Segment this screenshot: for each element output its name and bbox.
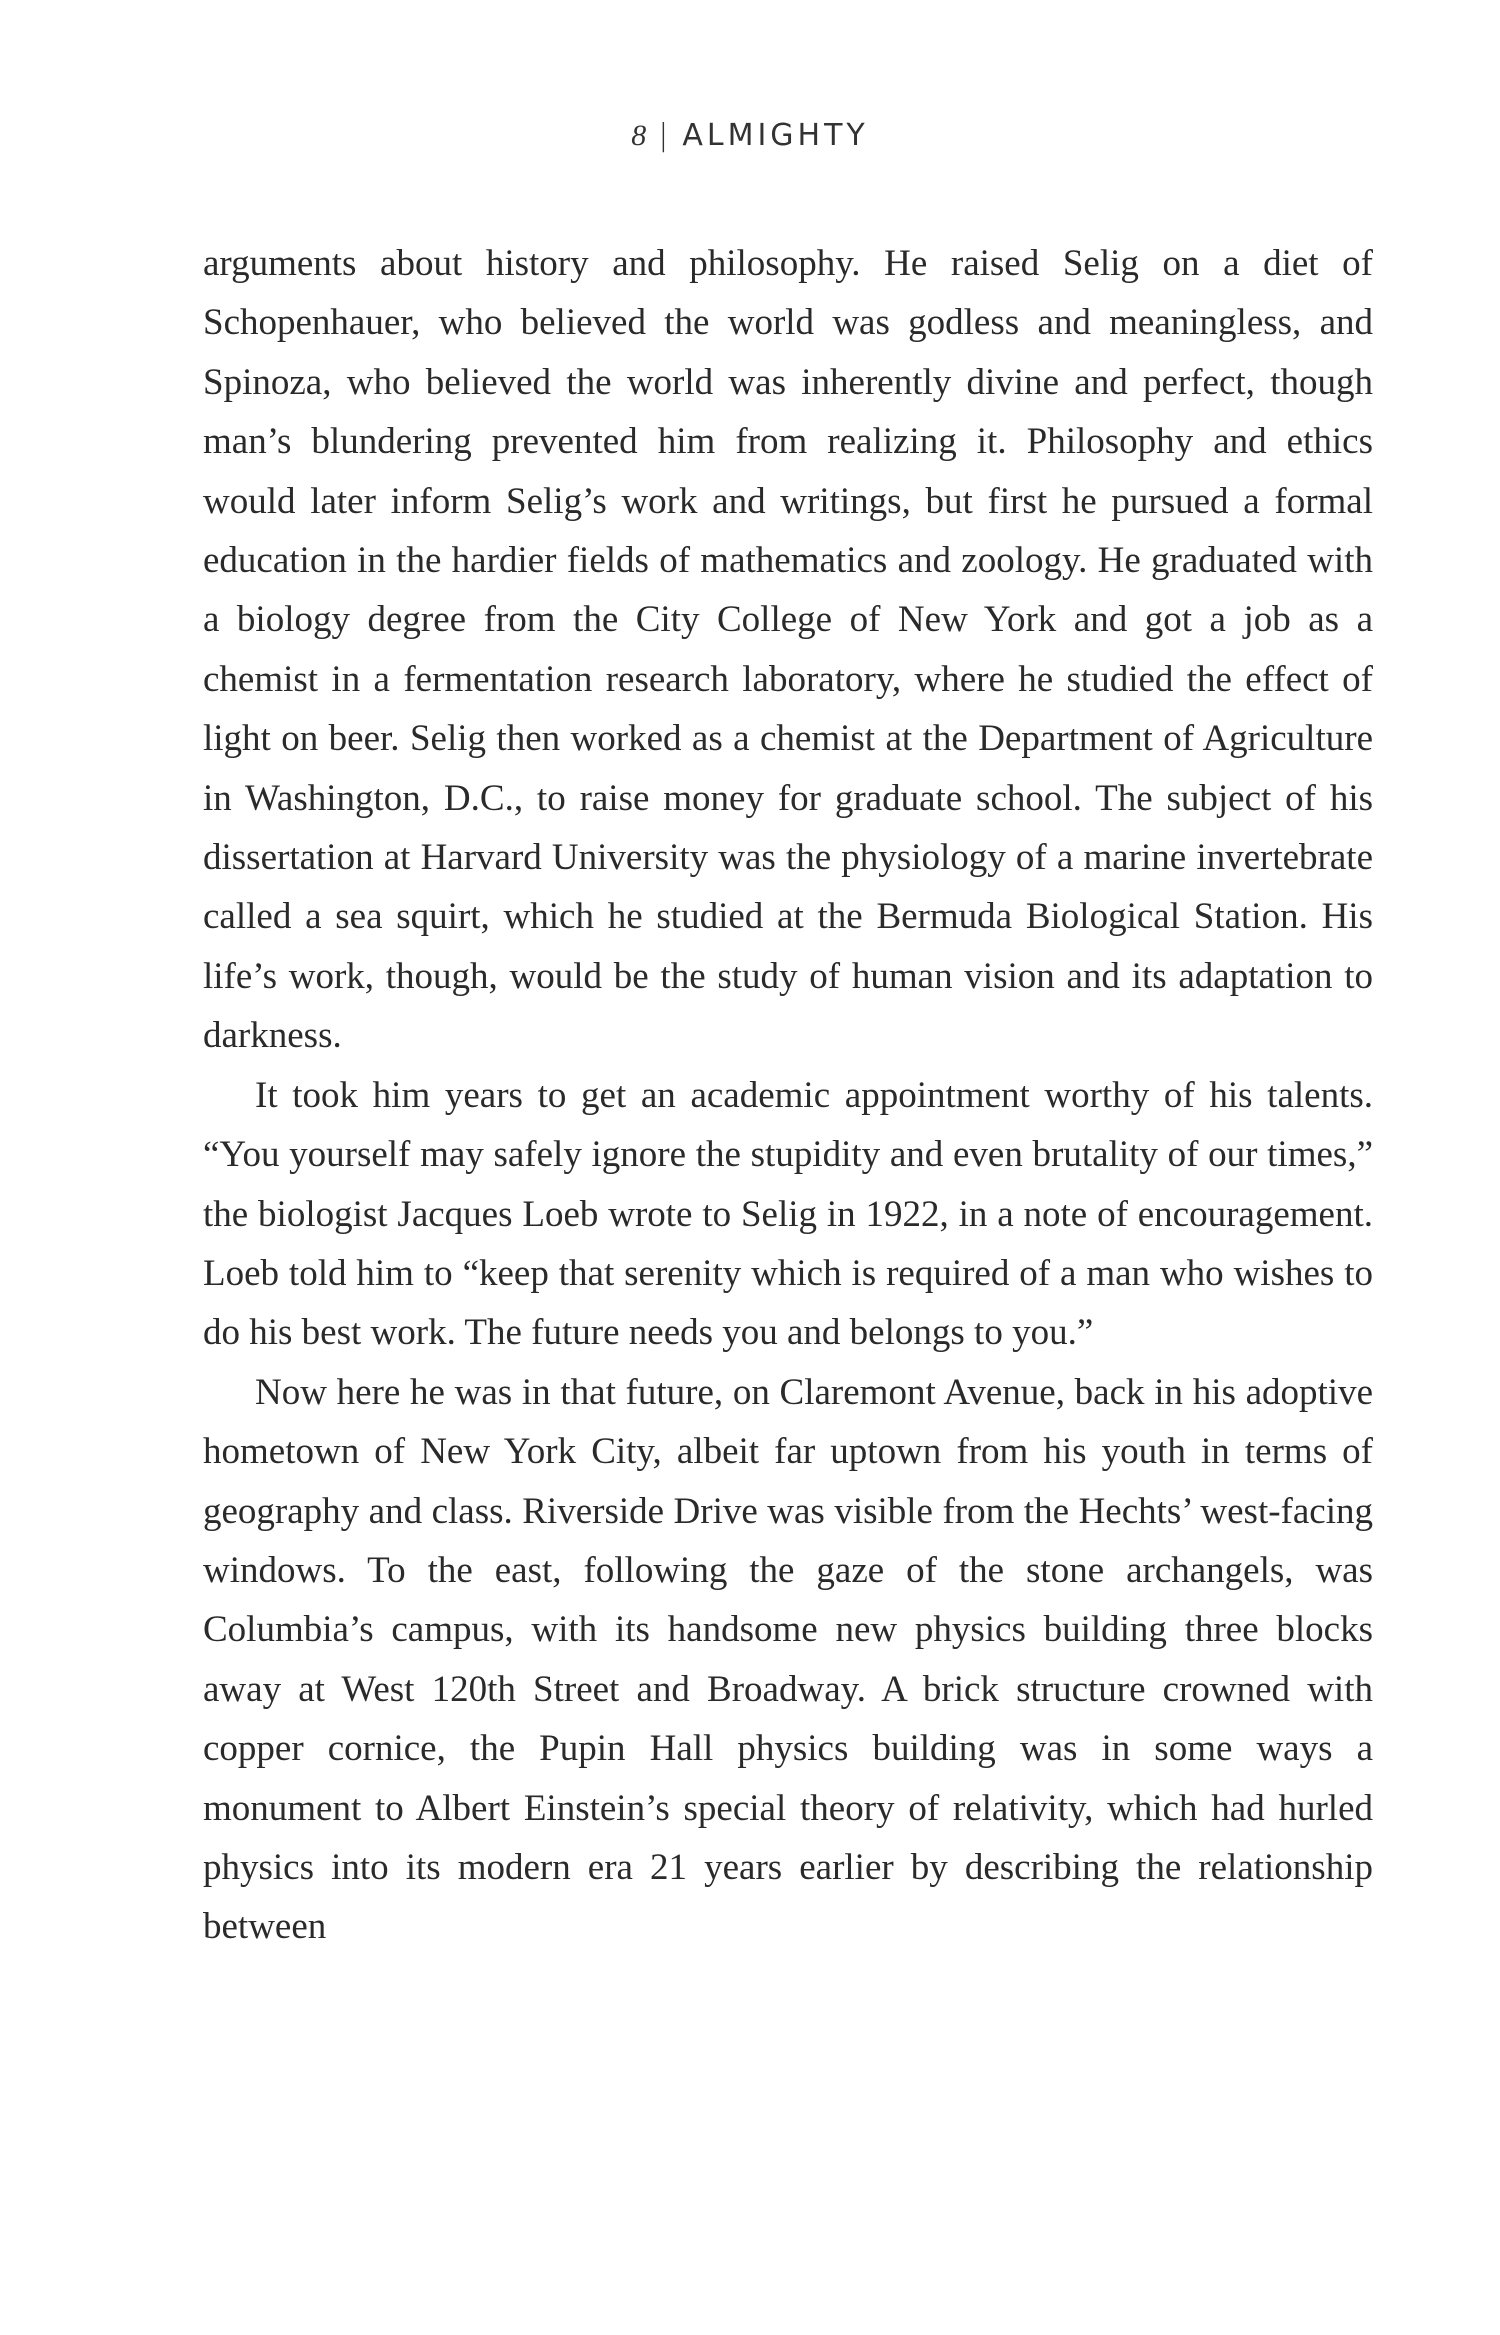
paragraph-continued: arguments about history and philosophy. He raised Selig on a diet of Schopenhauer, who believed the world was godless and meaningless, and Spinoza, who believed the world was inherently divine and perfect, though man’s blundering prevented him from realizing it. Philosophy and ethics would later inform Selig’s work and writings, but first he pursued a formal education in the hardier fields of mathematics and zoology. He graduated with a biology degree from the City College of New York and got a job as a chemist in a fermentation research laboratory, where he studied the effect of light on beer. Selig then worked as a chemist at the Department of Agriculture in Washington, D.C., to raise money for graduate school. The subject of his dissertation at Harvard University was the physiology of a marine invertebrate called a sea squirt, which he studied at the Bermuda Biological Station. His life’s work, though, would be the study of human vision and its adaptation to darkness.: [203, 243, 1373, 1057]
running-title: ALMIGHTY: [682, 118, 869, 153]
header-separator: |: [658, 118, 669, 153]
paragraph: Now here he was in that future, on Claremont Avenue, back in his adoptive hometown of New York City, albeit far uptown from his youth in terms of geography and class. Riverside Drive was visible from the Hechts’ west-facing windows. To the east, following the gaze of the stone archangels, was Columbia’s campus, with its handsome new physics building three blocks away at West 120th Street and Broadway. A brick structure crowned with copper cornice, the Pupin Hall physics building was in some ways a monument to Albert Einstein’s special theory of relativity, which had hurled physics into its modern era 21 years earlier by describing the relationship between: [203, 1371, 1373, 1948]
body-text: [203, 234, 1373, 1957]
paragraph: It took him years to get an academic appointment worthy of his talents. “You yourself may safely ignore the stupidity and even brutality of our times,” the biologist Jacques Loeb wrote to Selig in 1922, in a note of encouragement. Loeb told him to “keep that serenity which is required of a man who wishes to do his best work. The future needs you and belongs to you.”: [203, 1074, 1373, 1354]
running-head: [0, 118, 1500, 153]
page-number: 8: [631, 119, 647, 152]
